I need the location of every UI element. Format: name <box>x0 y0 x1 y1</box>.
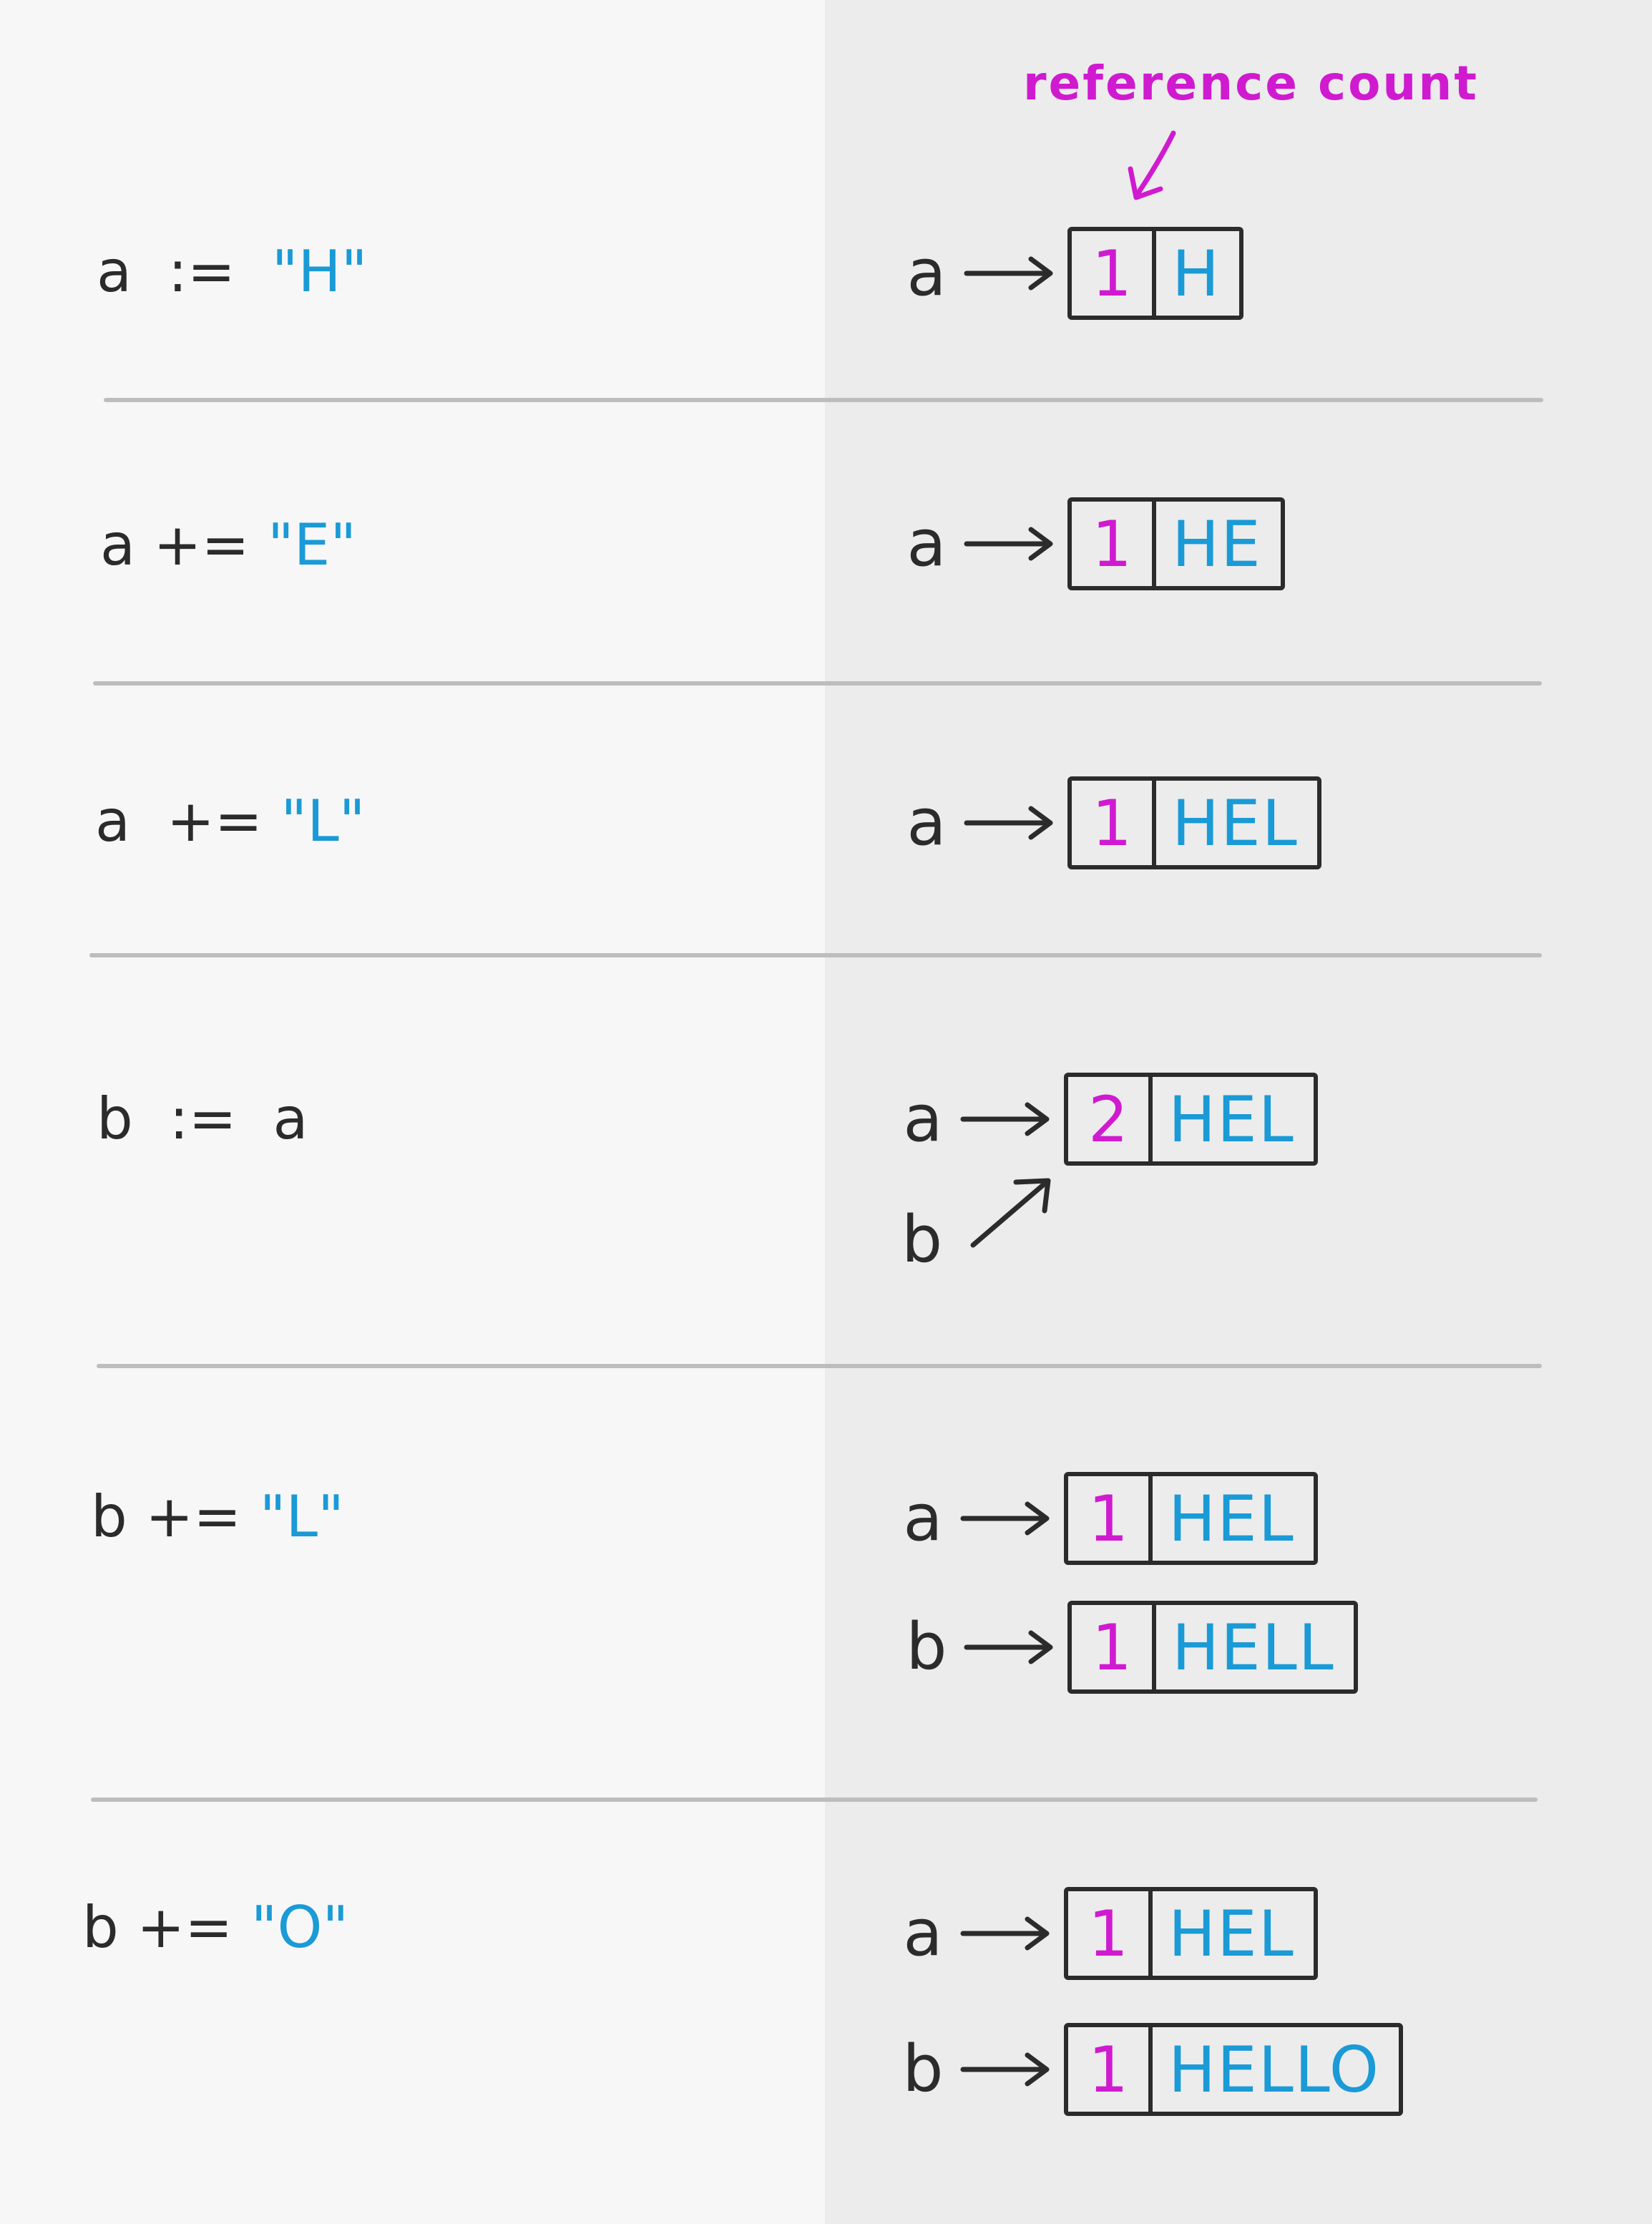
code-op: := <box>169 1086 237 1152</box>
code-line-6 <box>82 1892 348 1964</box>
code-op: += <box>166 788 263 854</box>
string-value: HEL <box>1168 1481 1295 1556</box>
ref-count: 1 <box>1068 1891 1153 1976</box>
string-box <box>1064 1472 1318 1565</box>
code-literal: "E" <box>267 512 357 578</box>
right-arrow-icon <box>963 1626 1056 1669</box>
ref-count: 2 <box>1068 1077 1153 1161</box>
reference-row <box>894 223 1243 323</box>
string-box <box>1064 1073 1318 1166</box>
code-op: += <box>137 1894 233 1961</box>
string-box <box>1067 497 1285 590</box>
right-arrow-icon <box>963 252 1056 295</box>
reference-row <box>894 1597 1358 1697</box>
ref-count: 1 <box>1072 502 1156 586</box>
string-box <box>1064 1887 1318 1980</box>
right-arrow-icon <box>959 1098 1052 1141</box>
right-arrow-icon <box>963 801 1056 844</box>
code-var: a <box>97 238 132 305</box>
shared-ref-var: b <box>901 1202 943 1277</box>
ref-count: 1 <box>1072 1605 1156 1689</box>
code-literal: "L" <box>280 788 366 854</box>
code-var: b <box>91 1483 127 1550</box>
code-op: := <box>167 238 235 305</box>
divider <box>93 681 1542 686</box>
string-value: HEL <box>1172 786 1299 860</box>
right-arrow-icon <box>959 1497 1052 1540</box>
code-line-4 <box>97 1083 308 1155</box>
code-literal: "O" <box>250 1894 349 1961</box>
code-var: b <box>97 1086 133 1152</box>
string-box <box>1067 1601 1358 1694</box>
string-value: HE <box>1172 507 1262 581</box>
code-line-5 <box>91 1481 344 1553</box>
ref-count: 1 <box>1068 2027 1153 2112</box>
string-value: HELL <box>1172 1610 1335 1684</box>
right-arrow-icon <box>963 522 1056 565</box>
right-arrow-icon <box>959 1912 1052 1955</box>
code-op: += <box>153 512 250 578</box>
code-rhs: a <box>273 1086 308 1152</box>
ref-var: a <box>903 1896 943 1971</box>
code-var: a <box>100 512 136 578</box>
reference-count-annotation: reference count <box>1023 56 1479 111</box>
code-var: b <box>82 1894 119 1961</box>
string-box <box>1067 776 1321 869</box>
string-box <box>1067 227 1243 320</box>
divider <box>89 953 1542 957</box>
code-line-3 <box>95 786 366 857</box>
reference-row <box>891 2019 1403 2120</box>
reference-row <box>894 773 1321 873</box>
divider <box>104 398 1543 402</box>
string-value: HEL <box>1168 1896 1295 1971</box>
ref-var: a <box>906 235 947 311</box>
ref-var: a <box>903 1481 943 1556</box>
ref-var: b <box>906 1609 947 1684</box>
ref-var: a <box>906 785 947 860</box>
string-value: HELLO <box>1168 2032 1380 2107</box>
reference-row <box>891 1883 1318 1984</box>
right-arrow-icon <box>959 2048 1052 2091</box>
ref-var: a <box>903 1081 943 1156</box>
code-line-1 <box>97 236 367 308</box>
ref-var: a <box>906 506 947 581</box>
diagonal-arrow-icon <box>966 1166 1059 1259</box>
string-value: H <box>1172 236 1221 311</box>
reference-row <box>894 494 1285 594</box>
code-literal: "H" <box>271 238 368 305</box>
code-op: += <box>145 1483 242 1550</box>
annotation-arrow-icon <box>1116 126 1195 212</box>
ref-count: 1 <box>1072 231 1156 316</box>
code-literal: "L" <box>259 1483 344 1550</box>
ref-count: 1 <box>1072 781 1156 865</box>
divider <box>97 1364 1542 1368</box>
ref-count: 1 <box>1068 1476 1153 1561</box>
code-line-2 <box>100 509 356 581</box>
string-box <box>1064 2023 1403 2116</box>
code-var: a <box>95 788 131 854</box>
divider <box>91 1798 1538 1802</box>
reference-row <box>891 1069 1318 1169</box>
reference-row <box>891 1468 1318 1569</box>
ref-var: b <box>902 2032 944 2107</box>
string-value: HEL <box>1168 1082 1295 1156</box>
